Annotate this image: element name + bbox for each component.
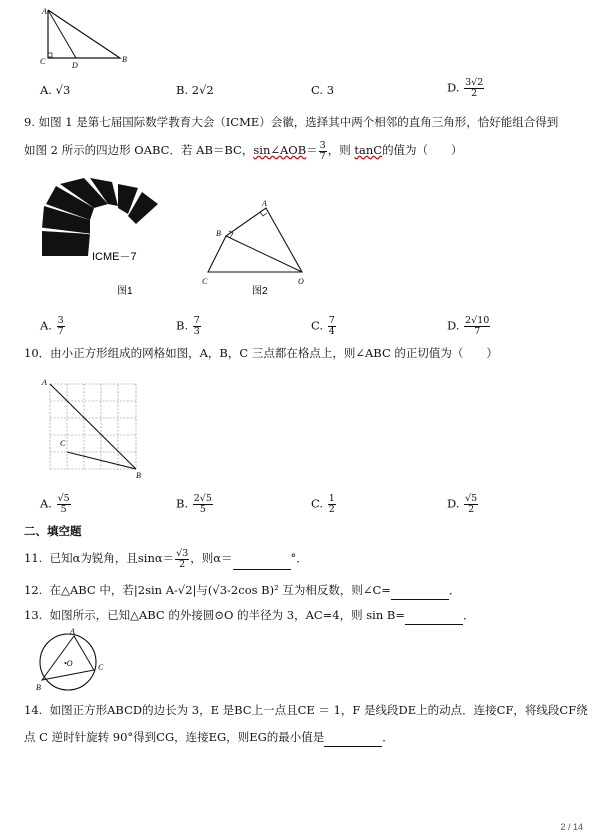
q13-label-c: C xyxy=(98,663,104,672)
q14-line2: 点 C 逆时针旋转 90°得到CG，连接EG，则EG的最小值是 ． xyxy=(24,727,394,747)
fig2-label-b: B xyxy=(216,229,221,238)
q13-label-b: B xyxy=(36,683,41,692)
q8-option-d: D. $\frac{3√2}{2}$ xyxy=(447,77,484,99)
q9-option-c: C. $\frac{7}{4}$ xyxy=(311,315,335,337)
q8-label-b: B xyxy=(122,55,127,64)
q13-answer-blank[interactable] xyxy=(405,612,463,625)
fig1-caption: 图1 xyxy=(117,286,133,297)
q11-text: 11. 已知α为锐角，且sinα＝ $\frac{√3}{2}$ ，则α＝ °． xyxy=(24,547,308,570)
q10-text: 10．由小正方形组成的网格如图，A，B，C 三点都在格点上，则∠ABC 的正切值为（ ） xyxy=(24,346,498,360)
q10-label-c: C xyxy=(60,439,66,448)
q14-line1: 14. 如图正方形ABCD的边长为 3，E 是BC上一点且CE ＝ 1，F 是线段DE上的动点．连接CF，将线段CF绕 xyxy=(24,703,588,717)
q9-line1: 9. 如图 1 是第七届国际数学教育大会（ICME）会徽，选择其中两个相邻的直角三角形，恰好能组合得到 xyxy=(24,115,559,129)
q10-option-d: D. $\frac{√5}{2}$ xyxy=(447,493,478,515)
icme-logo-figure xyxy=(42,176,182,297)
fig2-caption: 图2 xyxy=(252,286,268,297)
q8-label-d: D xyxy=(72,61,78,70)
q8-triangle-figure xyxy=(38,8,128,68)
q13-circle-figure xyxy=(36,627,116,694)
fig2-label-o: O xyxy=(298,277,304,286)
fig2-label-c: C xyxy=(202,277,208,286)
q13-text: 13. 如图所示，已知△ABC 的外接圆⊙O 的半径为 3，AC=4，则 sin B= ． xyxy=(24,605,475,625)
q9-line2: 如图 2 所示的四边形 OABC．若 AB＝BC，sin∠AOB＝ $\frac{3}{7}$ ，则 tanC的值为（ ） xyxy=(24,139,463,162)
q10-option-c: C. $\frac{1}{2}$ xyxy=(311,493,335,515)
q8-label-a: A xyxy=(42,7,47,16)
fig2-label-a: A xyxy=(262,199,267,208)
q9-option-b: B. $\frac{7}{3}$ xyxy=(176,315,200,337)
q13-label-o: •O xyxy=(64,659,73,668)
q13-label-a: A xyxy=(70,627,75,636)
q8-option-a: A. √3 xyxy=(40,83,71,97)
q12-answer-blank[interactable] xyxy=(391,587,449,600)
q14-answer-blank[interactable] xyxy=(324,734,382,747)
q10-label-b: B xyxy=(136,471,141,480)
q8-label-c: C xyxy=(40,57,46,66)
section-heading: 二、填空题 xyxy=(24,524,82,538)
q10-grid-figure xyxy=(40,376,150,480)
page-number: 2 / 14 xyxy=(560,822,583,832)
q9-option-a: A. $\frac{3}{7}$ xyxy=(40,315,64,337)
q10-label-a: A xyxy=(42,378,47,387)
q9-quadrilateral-figure xyxy=(200,196,320,296)
q8-option-c: C. 3 xyxy=(311,83,335,97)
q10-option-a: A. $\frac{√5}{5}$ xyxy=(40,493,70,515)
q10-option-b: B. $\frac{2√5}{5}$ xyxy=(176,493,212,515)
q11-answer-blank[interactable] xyxy=(233,557,291,570)
q9-option-d: D. $\frac{2√10}{7}$ xyxy=(447,315,490,337)
q12-text: 12. 在△ABC 中，若|2sin A-√2|与(√3-2cos B)² 互为相反数，则∠C= ． xyxy=(24,580,460,600)
icme-label: ICME－7 xyxy=(92,251,137,263)
q8-option-b: B. 2√2 xyxy=(176,83,214,97)
